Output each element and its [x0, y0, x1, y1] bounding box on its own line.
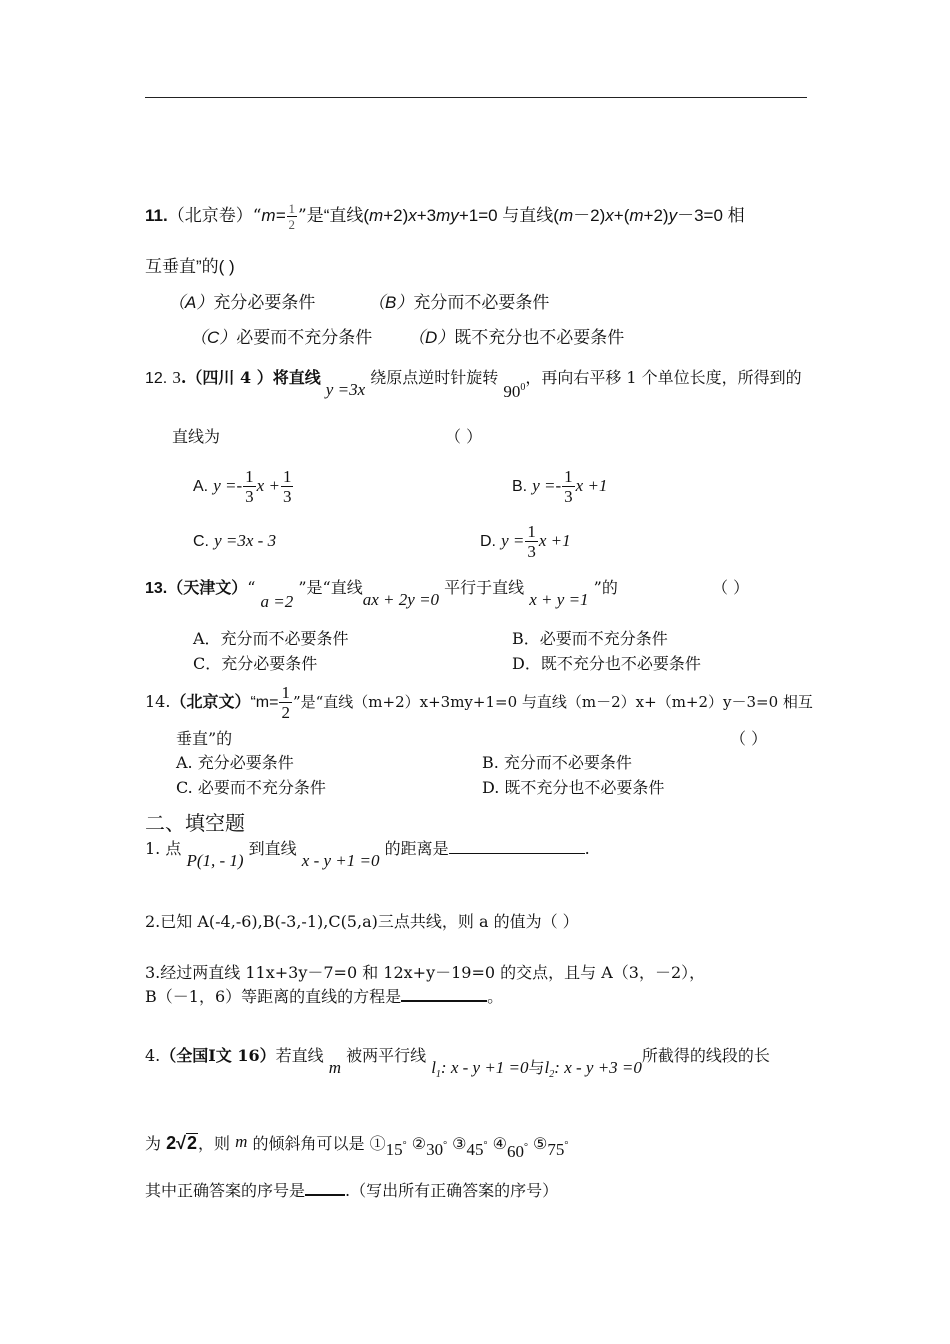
q13-option-a: A．充分而不必要条件 [193, 629, 349, 648]
fill1-answer-blank[interactable] [449, 839, 585, 854]
q12-number: 12. [145, 370, 168, 387]
q12-equation: y =3x [325, 380, 366, 399]
q11-line1: 11.（北京卷）“m= $\frac{1}{2}$ ”是“直线(m+2)x+3my+1=0 与直线(m－2)x+(m+2)y－3=0 相 [145, 201, 745, 232]
q14-option-d: D. 既不充分也不必要条件 [482, 778, 665, 797]
q12-option-c: C. y =3x - 3 [193, 531, 277, 550]
q12-option-b: B. y =- $\frac{1}{3}$ x +1 [512, 467, 608, 506]
q12-angle: $90^0$ [503, 382, 526, 401]
fill4-answer-blank[interactable] [305, 1180, 345, 1196]
fill4-line2: 为 2√2，则 m 的倾斜角可以是 ①15° ②30° ③45° ④60° ⑤75° [145, 1132, 569, 1161]
q13-option-b: B．必要而不充分条件 [512, 629, 668, 648]
q13-option-d: D．既不充分也不必要条件 [512, 654, 701, 673]
q12-option-d: D. y = $\frac{1}{3}$ x +1 [480, 522, 571, 561]
q12-option-a: A. y =- $\frac{1}{3}$ x + $\frac{1}{3}$ [193, 467, 292, 506]
q14-option-a: A. 充分必要条件 [176, 753, 294, 772]
q11-option-a: （A）充分必要条件 [168, 293, 316, 313]
q14-number: 14. [145, 692, 171, 711]
q11-option-c: （C）必要而不充分条件 [190, 328, 373, 348]
q11-line2: 互垂直”的( ) [145, 257, 235, 276]
q14-option-b: B. 充分而不必要条件 [482, 753, 632, 772]
q12-answer-paren: （ ） [445, 427, 483, 446]
fill1-line: 1. 点 P(1, - 1) 到直线 x - y +1 =0 的距离是 . [145, 839, 590, 870]
q13-line1: 13.（天津文）“ a =2 ”是“直线ax + 2y =0 平行于直线 x + y =1 ”的 [145, 578, 618, 611]
fill3-line2: B（－1，6）等距离的直线的方程是 。 [145, 987, 504, 1006]
fill4-line-l1: $l_1$: x - y +1 =0 [431, 1058, 529, 1080]
fill4-line1: 4.（全国Ⅰ文 16）若直线 m 被两平行线 $l_1$: x - y +1 =0与$l_2$: x - y +3 =0所截得的线段的长 [145, 1046, 770, 1080]
q13-answer-paren: （ ） [712, 578, 750, 597]
q14-line1: 14.（北京文）“m= $\frac{1}{2}$ ”是“直线（m+2）x+3my+1=0 与直线（m－2）x+（m+2）y－3=0 相互 [145, 683, 813, 722]
q13-number: 13. [145, 580, 168, 597]
q13-option-c: C．充分必要条件 [193, 654, 318, 673]
fill2-line: 2.已知 A(-4,-6),B(-3,-1),C(5,a)三点共线，则 a 的值为（ ） [145, 912, 579, 931]
q11-option-d: （D）既不充分也不必要条件 [408, 328, 625, 348]
section-title-fill-blank: 二、填空题 [145, 811, 245, 835]
q14-answer-paren: （ ） [730, 729, 768, 748]
q12-line2: 直线为 [172, 427, 221, 446]
fill4-line3: 其中正确答案的序号是 .（写出所有正确答案的序号） [145, 1181, 559, 1200]
q14-line2: 垂直”的 [176, 729, 233, 748]
q11-fraction: $\frac{1}{2}$ [288, 201, 295, 232]
q14-option-c: C. 必要而不充分条件 [176, 778, 326, 797]
fill3-line1: 3.经过两直线 11x+3y－7=0 和 12x+y－19=0 的交点，且与 A（3，－2）， [145, 963, 706, 982]
header-rule [145, 97, 807, 98]
q11-option-b: （B）充分而不必要条件 [368, 293, 550, 313]
fill3-answer-blank[interactable] [401, 986, 487, 1002]
q12-line1: 12. 3.（四川 4 ）将直线 y =3x 绕原点逆时针旋转 $90^0$，再向右平移 1 个单位长度，所得到的 [145, 368, 802, 401]
q11-number: 11. [145, 206, 168, 225]
fill4-line-l2: $l_2$: x - y +3 =0 [544, 1058, 642, 1080]
